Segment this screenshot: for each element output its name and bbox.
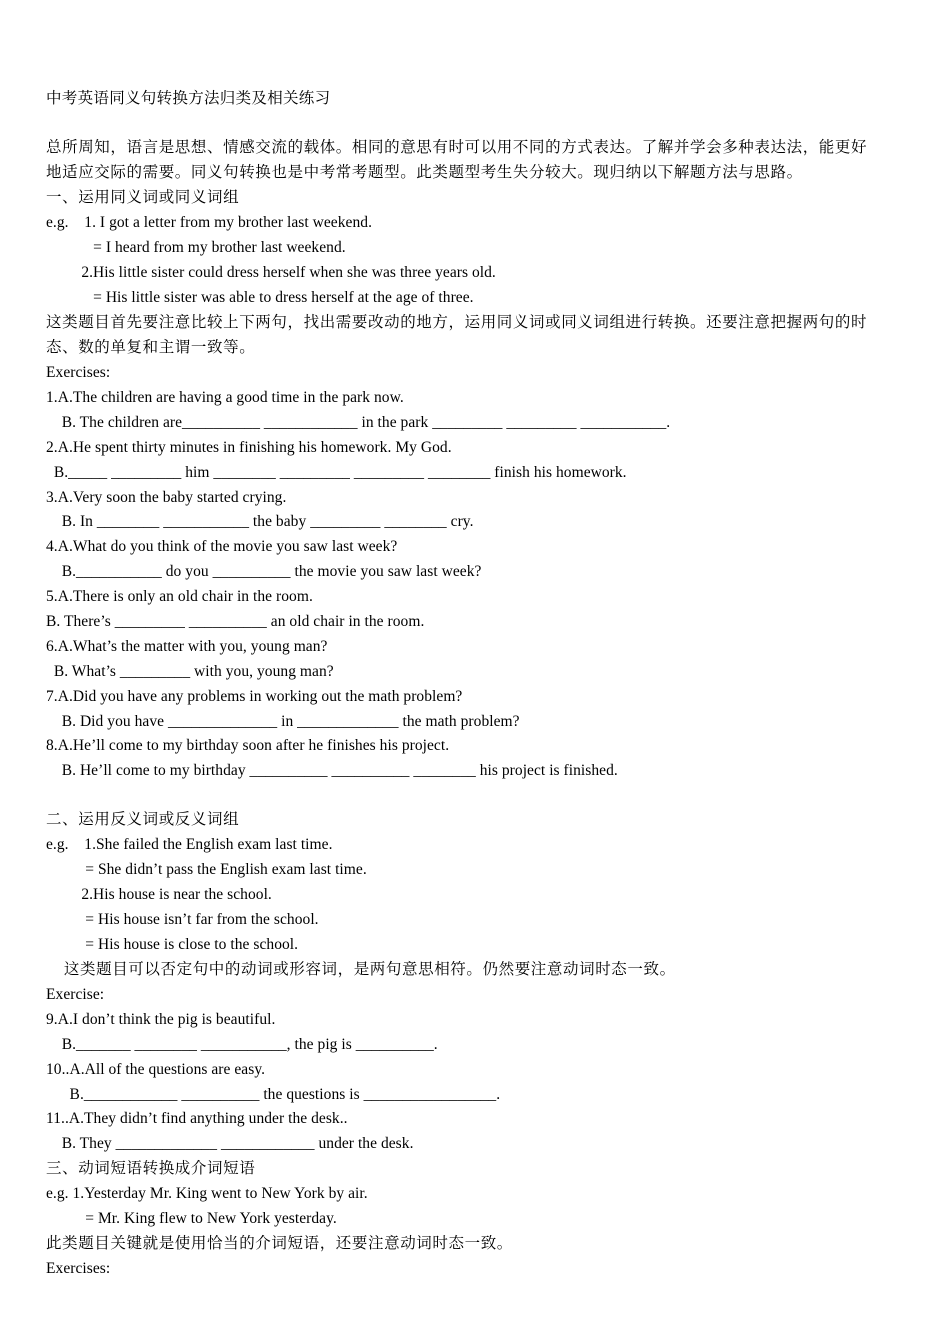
example-line: e.g. 1.Yesterday Mr. King went to New York by air. xyxy=(46,1185,368,1202)
intro-paragraph-line-2: 地适应交际的需要。同义句转换也是中考常考题型。此类题型考生失分较大。现归纳以下解题方法与思路。 xyxy=(46,164,803,181)
explanation-line: 此类题目关键就是使用恰当的介词短语，还要注意动词时态一致。 xyxy=(46,1235,513,1252)
example-line: = I heard from my brother last weekend. xyxy=(46,239,346,256)
exercise-line: 4.A.What do you think of the movie you saw last week? xyxy=(46,538,398,555)
example-line: = His little sister was able to dress herself at the age of three. xyxy=(46,289,474,306)
exercise-line: B._______ ________ ___________, the pig is __________. xyxy=(46,1036,438,1053)
intro-paragraph-line-1: 总所周知，语言是思想、情感交流的载体。相同的意思有时可以用不同的方式表达。了解并学会多种表达法，能更好 xyxy=(46,139,868,156)
section-heading-3: 三、动词短语转换成介词短语 xyxy=(46,1160,256,1177)
document-title: 中考英语同义句转换方法归类及相关练习 xyxy=(46,90,331,107)
exercises-label: Exercises: xyxy=(46,364,111,381)
exercise-line: B. He’ll come to my birthday __________ __________ ________ his project is finished. xyxy=(46,762,618,779)
exercise-line: 3.A.Very soon the baby started crying. xyxy=(46,489,287,506)
exercise-line: 8.A.He’ll come to my birthday soon after he finishes his project. xyxy=(46,737,450,754)
exercise-line: 9.A.I don’t think the pig is beautiful. xyxy=(46,1011,276,1028)
exercise-line: B._____ _________ him ________ _________ _________ ________ finish his homework. xyxy=(46,464,627,481)
explanation-line: 这类题目首先要注意比较上下两句，找出需要改动的地方，运用同义词或同义词组进行转换。还要注意把握两句的时 xyxy=(46,314,868,331)
exercise-line: 5.A.There is only an old chair in the room. xyxy=(46,588,313,605)
example-line: e.g. 1. I got a letter from my brother last weekend. xyxy=(46,214,372,231)
exercise-line: 11..A.They didn’t find anything under the desk.. xyxy=(46,1110,348,1127)
exercise-line: 10..A.All of the questions are easy. xyxy=(46,1061,266,1078)
exercise-line: 2.A.He spent thirty minutes in finishing his homework. My God. xyxy=(46,439,452,456)
exercise-line: B. What’s _________ with you, young man? xyxy=(46,663,334,680)
exercise-line: B. Did you have ______________ in _____________ the math problem? xyxy=(46,713,520,730)
exercise-line: 1.A.The children are having a good time in the park now. xyxy=(46,389,404,406)
example-line: = His house isn’t far from the school. xyxy=(46,911,319,928)
section-heading-1: 一、运用同义词或同义词组 xyxy=(46,189,240,206)
exercise-line: B.___________ do you __________ the movie you saw last week? xyxy=(46,563,482,580)
exercise-line: B. There’s _________ __________ an old chair in the room. xyxy=(46,613,425,630)
exercises-label: Exercise: xyxy=(46,986,105,1003)
example-line: = His house is close to the school. xyxy=(46,936,299,953)
example-line: = Mr. King flew to New York yesterday. xyxy=(46,1210,337,1227)
example-line: 2.His house is near the school. xyxy=(46,886,272,903)
exercise-line: B. In ________ ___________ the baby _________ ________ cry. xyxy=(46,513,474,530)
example-line: e.g. 1.She failed the English exam last time. xyxy=(46,836,333,853)
exercise-line: B. The children are__________ ____________ in the park _________ _________ ___________. xyxy=(46,414,671,431)
explanation-line: 这类题目可以否定句中的动词或形容词，是两句意思相符。仍然要注意动词时态一致。 xyxy=(46,961,676,978)
exercise-line: 7.A.Did you have any problems in working out the math problem? xyxy=(46,688,463,705)
explanation-line: 态、数的单复和主谓一致等。 xyxy=(46,339,256,356)
example-line: 2.His little sister could dress herself when she was three years old. xyxy=(46,264,496,281)
exercises-label: Exercises: xyxy=(46,1260,111,1277)
section-heading-2: 二、运用反义词或反义词组 xyxy=(46,811,240,828)
example-line: = She didn’t pass the English exam last time. xyxy=(46,861,367,878)
exercise-line: 6.A.What’s the matter with you, young man? xyxy=(46,638,328,655)
exercise-line: B. They _____________ ____________ under the desk. xyxy=(46,1135,414,1152)
exercise-line: B.____________ __________ the questions is _________________. xyxy=(46,1086,501,1103)
